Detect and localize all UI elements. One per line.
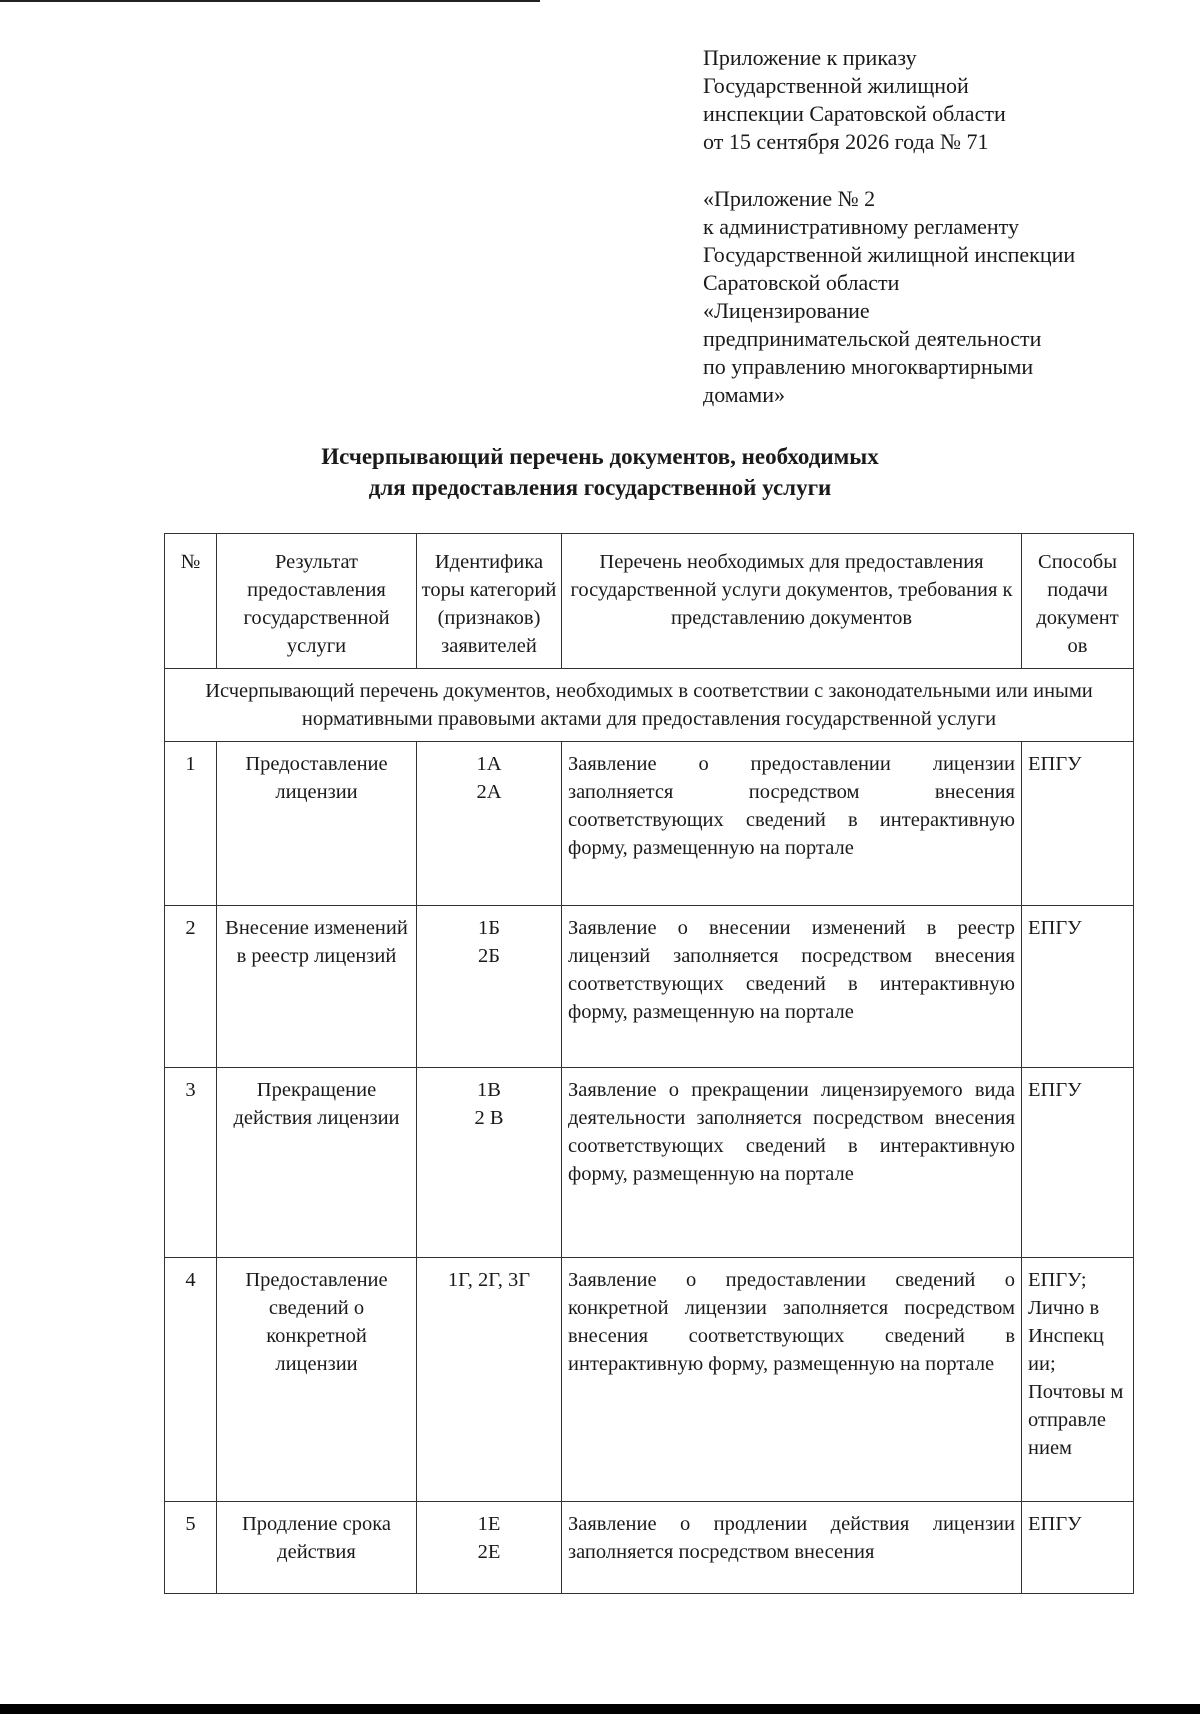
header-number: № [165,534,217,669]
document-title [0,441,1200,503]
row-documents: Заявление о предоставлении лицензии заполняется посредством внесения соответствующих сведений в интерактивную форму, размещенную на портале [562,742,1022,906]
method: ЕПГУ [1028,753,1082,775]
documents-table [164,533,1134,1594]
header-identifiers: Идентифика торы категорий (признаков) заявителей [417,534,562,669]
appendix2-line: к административному регламенту [703,214,1019,239]
row-methods [1022,1258,1134,1502]
row-identifiers [417,742,562,906]
appendix2-line: «Приложение № 2 [703,186,876,211]
row-methods [1022,1068,1134,1258]
scan-bottom-edge [0,1704,1200,1714]
row-number: 1 [165,742,217,906]
row-methods [1022,742,1134,906]
row-identifiers [417,906,562,1068]
row-result: Внесение изменений в реестр лицензий [217,906,417,1068]
scan-top-edge [0,0,540,2]
row-result: Предоставление сведений о конкретной лицензии [217,1258,417,1502]
appendix2-line: «Лицензирование [703,298,870,323]
appendix-line: инспекции Саратовской области [703,101,1006,126]
identifier: 1Б [477,917,501,939]
method: ЕПГУ [1028,917,1082,939]
appendix-line: от 15 сентября 2026 года № 71 [703,129,989,154]
method: ЕПГУ; [1028,1269,1087,1291]
method: Почтовы м отправле нием [1028,1381,1124,1459]
row-result: Предоставление лицензии [217,742,417,906]
title-line-1: Исчерпывающий перечень документов, необходимых [321,444,879,469]
row-result: Прекращение действия лицензии [217,1068,417,1258]
table-row [165,1258,1134,1502]
identifier: 1В [477,1079,501,1101]
identifier: 2Б [477,945,501,967]
appendix-line: Государственной жилищной [703,73,969,98]
row-methods [1022,1502,1134,1594]
section-title: Исчерпывающий перечень документов, необходимых в соответствии с законодательными или иными нормативными правовыми актами для предоставления государственной услуги [165,669,1134,742]
appendix2-line: предпринимательской деятельности [703,326,1042,351]
table-row [165,906,1134,1068]
identifier: 1Е [477,1513,501,1535]
identifier: 1Г, 2Г, 3Г [447,1269,531,1291]
row-documents: Заявление о предоставлении сведений о конкретной лицензии заполняется посредством внесения соответствующих сведений в интерактивную форму, размещенную на портале [562,1258,1022,1502]
row-documents: Заявление о продлении действия лицензии заполняется посредством внесения [562,1502,1022,1594]
identifier: 2 В [474,1107,504,1129]
header-submission-methods: Способы подачи документ ов [1022,534,1134,669]
row-number: 4 [165,1258,217,1502]
row-number: 3 [165,1068,217,1258]
table-row [165,1068,1134,1258]
row-documents: Заявление о прекращении лицензируемого вида деятельности заполняется посредством внесения соответствующих сведений в интерактивную форму, размещенную на портале [562,1068,1022,1258]
method: ЕПГУ [1028,1079,1082,1101]
row-identifiers [417,1258,562,1502]
appendix2-line: Государственной жилищной инспекции [703,242,1076,267]
identifier: 2А [476,781,502,803]
row-number: 5 [165,1502,217,1594]
row-identifiers [417,1502,562,1594]
row-identifiers [417,1068,562,1258]
method: Лично в Инспекц ии; [1028,1297,1104,1375]
section-row [165,669,1134,742]
header-result: Результат предоставления государственной услуги [217,534,417,669]
appendix-line: Приложение к приказу [703,45,917,70]
row-documents: Заявление о внесении изменений в реестр лицензий заполняется посредством внесения соответствующих сведений в интерактивную форму, размещенную на портале [562,906,1022,1068]
appendix2-line: Саратовской области [703,270,900,295]
method: ЕПГУ [1028,1513,1082,1535]
table-header-row [165,534,1134,669]
row-methods [1022,906,1134,1068]
table-row [165,742,1134,906]
header-documents: Перечень необходимых для предоставления государственной услуги документов, требования к представлению документов [562,534,1022,669]
order-appendix-note [703,44,1006,156]
row-number: 2 [165,906,217,1068]
identifier: 1А [476,753,502,775]
regulation-appendix-note [703,185,1075,409]
title-line-2: для предоставления государственной услуги [368,475,832,500]
row-result: Продление срока действия [217,1502,417,1594]
identifier: 2Е [477,1541,501,1563]
appendix2-line: по управлению многоквартирными [703,354,1034,379]
table-row [165,1502,1134,1594]
appendix2-line: домами» [703,382,786,407]
